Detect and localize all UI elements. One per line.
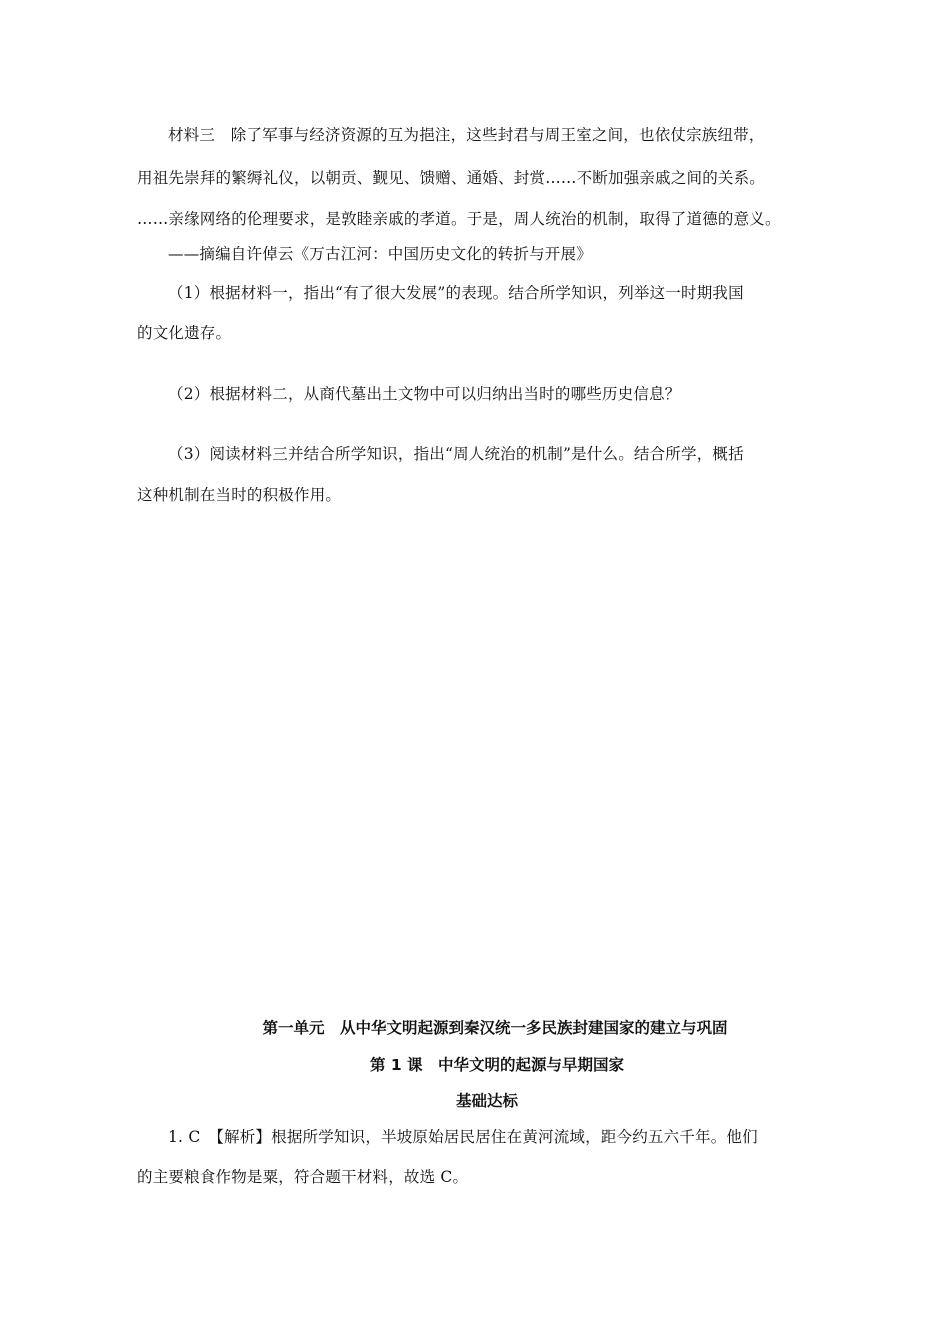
unit-title: 第一单元 从中华文明起源到秦汉统一多民族封建国家的建立与巩固 xyxy=(262,1019,728,1037)
question-1-line-2: 的文化遗存。 xyxy=(137,324,232,342)
answer-1-line-1: 1. C 【解析】根据所学知识，半坡原始居民居住在黄河流域，距今约五六千年。他们 xyxy=(168,1128,758,1146)
material3-line-3: ……亲缘网络的伦理要求，是敦睦亲戚的孝道。于是，周人统治的机制，取得了道德的意义。 xyxy=(137,210,781,228)
answer-1-line-2: 的主要粮食作物是粟，符合题干材料，故选 C。 xyxy=(137,1168,469,1186)
question-3-line-2: 这种机制在当时的积极作用。 xyxy=(137,486,342,504)
question-3-line-1: （3）阅读材料三并结合所学知识，指出“周人统治的机制”是什么。结合所学，概括 xyxy=(168,445,744,463)
section-title: 基础达标 xyxy=(455,1092,518,1110)
material3-source: ——摘编自许倬云《万古江河：中国历史文化的转折与开展》 xyxy=(168,245,592,263)
question-1-line-1: （1）根据材料一，指出“有了很大发展”的表现。结合所学知识，列举这一时期我国 xyxy=(168,284,744,302)
material3-line-1: 材料三 除了军事与经济资源的互为挹注，这些封君与周王室之间，也依仗宗族纽带， xyxy=(168,126,765,144)
material3-line-2: 用祖先崇拜的繁缛礼仪，以朝贡、觐见、馈赠、通婚、封赏……不断加强亲戚之间的关系。 xyxy=(137,169,766,187)
lesson-title: 第 1 课 中华文明的起源与早期国家 xyxy=(369,1056,625,1074)
question-2-line-1: （2）根据材料二，从商代墓出土文物中可以归纳出当时的哪些历史信息？ xyxy=(168,385,681,403)
